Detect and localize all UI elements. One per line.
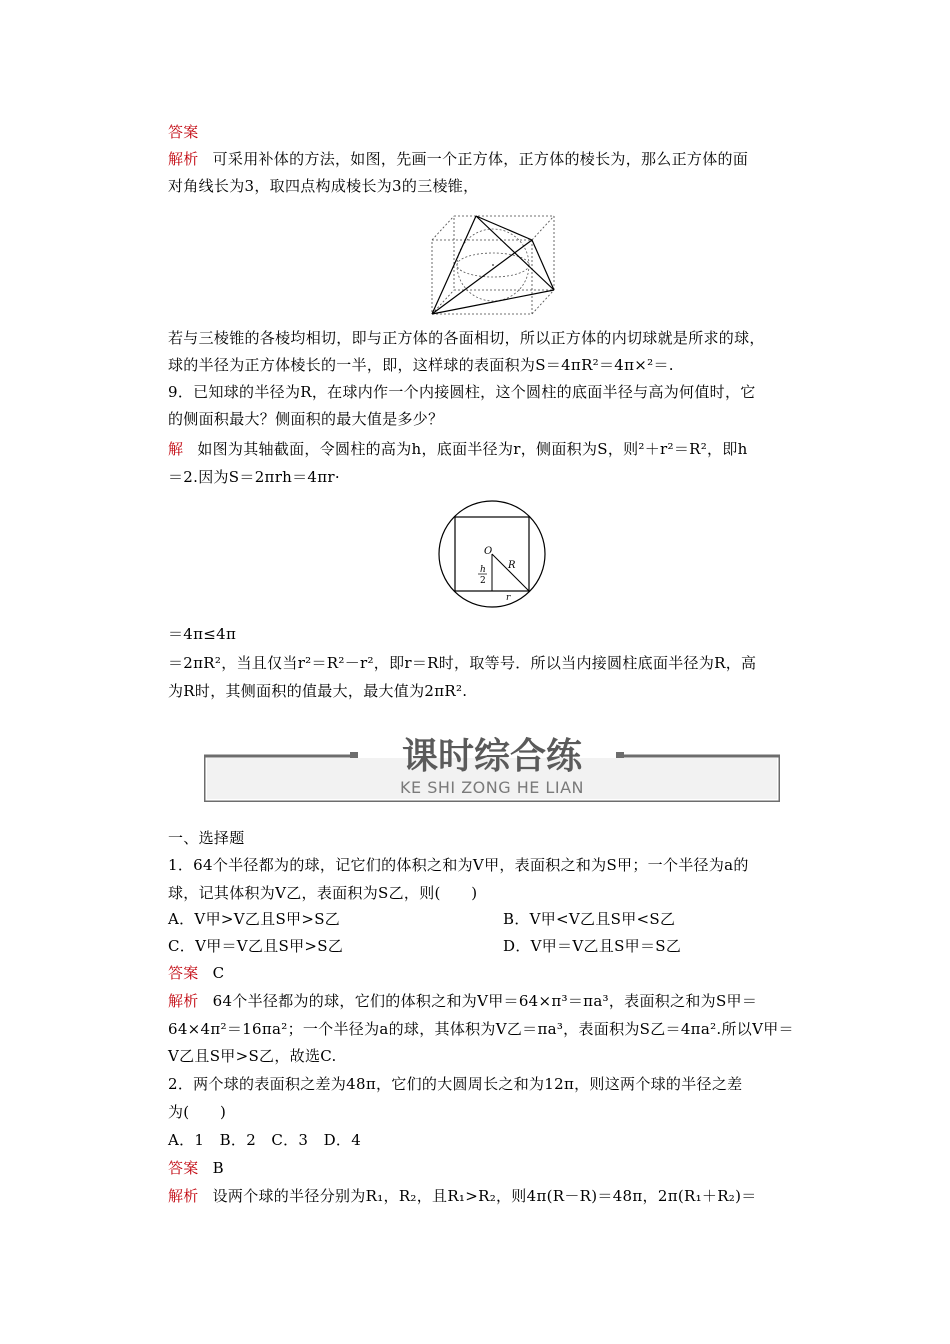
tetra-edge bbox=[476, 216, 532, 240]
banner-subtitle: KE SHI ZONG HE LIAN bbox=[400, 778, 584, 797]
cube-edge bbox=[532, 216, 554, 240]
option-c: C．V甲＝V乙且S甲>S乙 bbox=[168, 937, 344, 955]
answer-label: 答案 bbox=[168, 964, 199, 982]
section-banner bbox=[204, 726, 780, 802]
answer-label bbox=[168, 120, 813, 144]
option-b: B．V甲<V乙且S甲<S乙 bbox=[503, 910, 676, 928]
q9-solution-line-3: ＝4π≤4π bbox=[168, 625, 237, 643]
solution-label: 解 bbox=[168, 440, 184, 458]
tetra-edge bbox=[432, 240, 532, 314]
label-2: 2 bbox=[480, 576, 486, 586]
label-h: h bbox=[480, 565, 486, 575]
analysis-line-1 bbox=[168, 147, 813, 171]
q2-answer bbox=[168, 1156, 813, 1180]
conclusion-line-2: 球的半径为正方体棱长的一半，即，这样球的表面积为S＝4πR²＝4π×²＝. bbox=[168, 356, 674, 374]
q2-line-1: 2．两个球的表面积之差为48π，它们的大圆周长之和为12π，则这两个球的半径之差 bbox=[168, 1075, 743, 1093]
q2-line-2: 为( ) bbox=[168, 1103, 227, 1121]
analysis-text: 64个半径都为的球，它们的体积之和为V甲＝64×π³＝πa³，表面积之和为S甲＝ bbox=[212, 992, 758, 1010]
analysis-text: 设两个球的半径分别为R₁，R₂，且R₁>R₂，则4π(R－R)＝48π，2π(R₁＋R₂)＝ bbox=[212, 1187, 757, 1205]
label-r-small: r bbox=[506, 593, 511, 603]
option-d: D．V甲＝V乙且S甲＝S乙 bbox=[503, 937, 682, 955]
q9-solution-line-2: ＝2.因为S＝2πrh＝4πr· bbox=[168, 468, 340, 486]
label-o: O bbox=[484, 546, 493, 557]
q1-analysis-line-2: 64×4π²＝16πa²；一个半径为a的球，其体积为V乙＝πa³，表面积为S乙＝4πa².所以V甲＝ bbox=[168, 1020, 794, 1038]
analysis-line-2: 对角线长为3，取四点构成棱长为3的三棱锥， bbox=[168, 177, 479, 195]
banner-title: 课时综合练 bbox=[401, 736, 583, 777]
solution-text: 如图为其轴截面，令圆柱的高为h，底面半径为r，侧面积为S，则²＋r²＝R²，即h bbox=[197, 440, 748, 458]
q1-analysis-line-1 bbox=[168, 989, 813, 1013]
q9-solution-line-4: ＝2πR²，当且仅当r²＝R²－r²，即r＝R时，取等号．所以当内接圆柱底面半径为R，高 bbox=[168, 654, 757, 672]
answer-label-text: 答案 bbox=[168, 123, 199, 141]
q9-line-2: 的侧面积最大？侧面积的最大值是多少？ bbox=[168, 410, 444, 428]
q9-solution-line-1 bbox=[168, 437, 813, 461]
cube-tetrahedron-figure bbox=[424, 208, 560, 320]
analysis-label: 解析 bbox=[168, 992, 199, 1010]
cube-back-face bbox=[454, 216, 554, 290]
q9-line-1: 9．已知球的半径为R，在球内作一个内接圆柱，这个圆柱的底面半径与高为何值时，它 bbox=[168, 383, 756, 401]
answer-value: C bbox=[212, 964, 225, 982]
label-r-big: R bbox=[508, 560, 516, 571]
q2-analysis-line-1 bbox=[168, 1184, 813, 1208]
analysis-label: 解析 bbox=[168, 150, 199, 168]
answer-value: B bbox=[212, 1159, 224, 1177]
conclusion-line-1: 若与三棱锥的各棱均相切，即与正方体的各面相切，所以正方体的内切球就是所求的球， bbox=[168, 329, 765, 347]
axial-section-figure bbox=[432, 496, 552, 614]
q1-answer bbox=[168, 961, 813, 985]
answer-label: 答案 bbox=[168, 1159, 199, 1177]
q1-line-1: 1．64个半径都为的球，记它们的体积之和为V甲，表面积之和为S甲；一个半径为a的 bbox=[168, 856, 749, 874]
section-heading: 一、选择题 bbox=[168, 829, 245, 847]
q1-analysis-line-3: V乙且S甲>S乙，故选C. bbox=[168, 1047, 337, 1065]
q2-options: A．1 B．2 C．3 D．4 bbox=[168, 1131, 362, 1149]
option-a: A．V甲>V乙且S甲>S乙 bbox=[168, 910, 341, 928]
q9-solution-line-5: 为R时，其侧面积的值最大，最大值为2πR². bbox=[168, 682, 468, 700]
sphere-center bbox=[492, 264, 494, 266]
tetra-edge bbox=[532, 240, 554, 290]
cube-edge bbox=[432, 216, 454, 240]
q1-line-2: 球，记其体积为V乙，表面积为S乙，则( ) bbox=[168, 884, 478, 902]
analysis-label: 解析 bbox=[168, 1187, 199, 1205]
analysis-text: 可采用补体的方法，如图，先画一个正方体，正方体的棱长为，那么正方体的面 bbox=[212, 150, 749, 168]
